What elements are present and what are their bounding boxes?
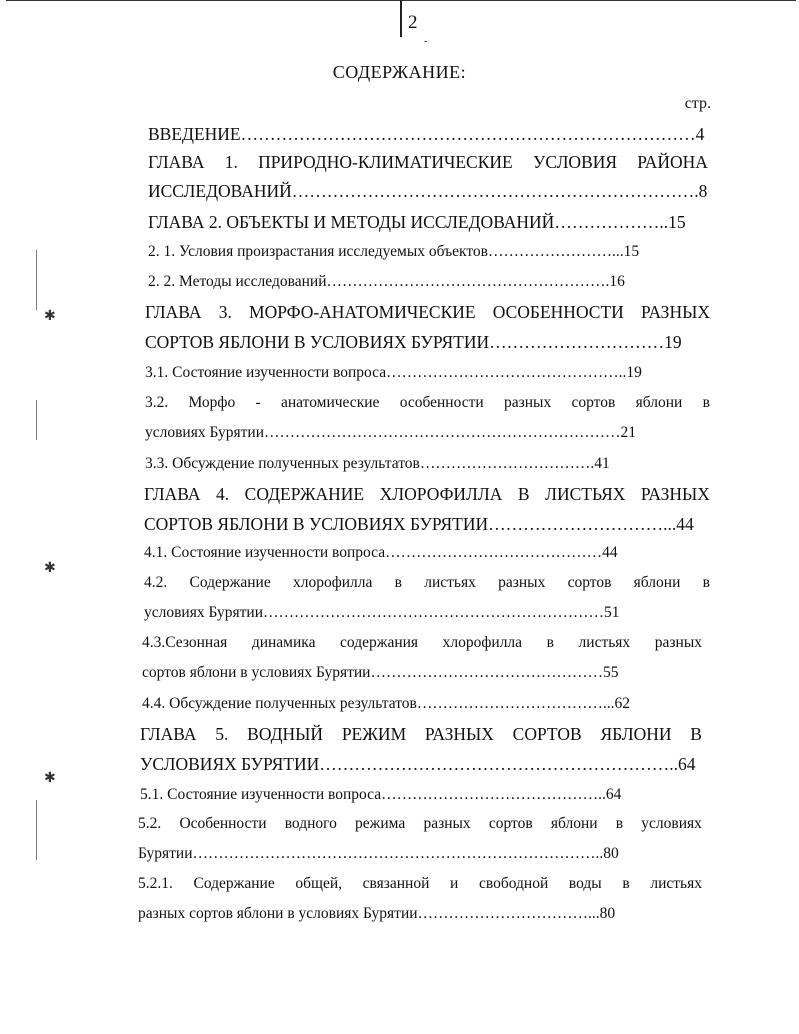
toc-word: Морфо [188,394,236,411]
toc-word: 3. [218,302,232,322]
toc-word: 4.2. [144,574,168,591]
toc-word: общей, [295,875,342,892]
page-number-mark: - [424,36,428,47]
toc-word: разных [654,634,702,651]
toc-word: ЛИСТЬЯХ [545,484,626,504]
toc-entry-line2: сортов яблони в условиях Бурятии………………………………………55 [142,664,619,681]
toc-word: 5. [215,724,229,744]
toc-entry-line2: УСЛОВИЯХ БУРЯТИИ……………………………………………………..64 [140,754,696,774]
toc-entry: 2. 1. Условия произрастания исследуемых объектов……………………...15 [148,243,640,260]
page-column-label: стр. [684,95,711,112]
toc-word: Содержание [193,875,275,892]
toc-word: условиях [641,815,702,832]
toc-entry: 4.1. Состояние изученности вопроса……………………………………44 [144,544,618,561]
toc-word: листьях [650,875,702,892]
toc-word: - [255,394,261,411]
toc-entry: 3.1. Состояние изученности вопроса………………………………………..19 [145,364,642,381]
toc-word: РАЗНЫХ [424,724,494,744]
margin-asterisk: ✱ [44,771,56,786]
toc-word: яблони [633,574,681,591]
toc-word: СОДЕРЖАНИЕ [244,484,365,504]
toc-word: В [690,724,702,744]
toc-word: в [546,634,554,651]
toc-word: ГЛАВА [148,152,205,172]
toc-word: 5.2.1. [138,875,173,892]
toc-word: в [615,815,624,832]
toc-word: В [517,484,530,504]
toc-word: в [702,574,710,591]
toc-word: ЯБЛОНИ [600,724,672,744]
margin-asterisk: ✱ [44,309,56,324]
toc-word: сортов [488,815,533,832]
toc-word: особенности [399,394,484,411]
toc-entry-line1 [148,152,708,173]
toc-word: в [702,394,710,411]
toc-entry-line1 [144,574,710,592]
toc-word: сортов [571,394,616,411]
toc-word: свободной [478,875,549,892]
toc-word: разных [498,574,546,591]
toc-entry-line1 [138,875,702,893]
toc-word: хлорофилла [442,634,523,651]
toc-word: связанной [362,875,430,892]
toc-word: Особенности [179,815,267,832]
toc-word: СОРТОВ [512,724,582,744]
toc-entry-line2: условиях Бурятии…………………………………………………………51 [144,604,620,621]
toc-entry-line2: СОРТОВ ЯБЛОНИ В УСЛОВИЯХ БУРЯТИИ…………………………19 [145,332,682,352]
toc-entry-line1 [145,302,710,323]
margin-asterisk: ✱ [44,561,56,576]
toc-word: листьях [578,634,631,651]
toc-word: ГЛАВА [140,724,197,744]
toc-entry: ВВЕДЕНИЕ……………………………………………………………………4 [148,124,705,144]
toc-word: ХЛОРОФИЛЛА [379,484,503,504]
toc-word: сортов [567,574,612,591]
toc-word: водного [284,815,337,832]
toc-word: ОСОБЕННОСТИ [492,302,624,322]
toc-word: анатомические [280,394,380,411]
toc-word: РАЗНЫХ [640,302,710,322]
toc-word: листьях [424,574,476,591]
toc-entry: 3.3. Обсуждение полученных результатов…………………………….41 [145,455,610,472]
toc-word: динамика [251,634,316,651]
toc-word: режима [355,815,406,832]
page-title: СОДЕРЖАНИЕ: [332,62,467,82]
toc-word: содержания [340,634,419,651]
toc-entry: 5.1. Состояние изученности вопроса……………………………………..64 [140,786,622,803]
toc-entry-line1 [140,724,702,745]
toc-entry-line1 [138,815,702,833]
toc-word: в [622,875,630,892]
toc-entry-line1 [144,484,710,505]
toc-word: ВОДНЫЙ [247,724,324,744]
toc-entry-line1 [142,634,702,652]
toc-entry-line2: Бурятии……………………………………………………………………..80 [138,845,619,862]
toc-word: ПРИРОДНО-КЛИМАТИЧЕСКИЕ [258,152,513,172]
toc-entry-line2: разных сортов яблони в условиях Бурятии……………………………...80 [138,905,616,922]
toc-word: 1. [224,152,238,172]
toc-word: яблони [550,815,598,832]
toc-entry: ГЛАВА 2. ОБЪЕКТЫ И МЕТОДЫ ИССЛЕДОВАНИЙ………………..15 [148,212,686,232]
toc-word: разных [423,815,471,832]
toc-word: 4. [216,484,230,504]
toc-word: УСЛОВИЯ [532,152,618,172]
toc-entry-line2: условиях Бурятии……………………………………………………………21 [145,424,636,441]
toc-entry: 2. 2. Методы исследований……………………………………………….16 [148,273,625,290]
toc-entry-line2: СОРТОВ ЯБЛОНИ В УСЛОВИЯХ БУРЯТИИ…………………………...44 [144,514,694,534]
toc-word: яблони [635,394,683,411]
toc-word: 5.2. [138,815,162,832]
toc-word: ГЛАВА [144,484,201,504]
toc-entry-line1 [145,394,710,412]
toc-word: разных [503,394,552,411]
toc-word: хлорофилла [292,574,373,591]
toc-word: воды [568,875,602,892]
toc-word: 3.2. [145,394,169,411]
toc-word: 4.3.Сезонная [142,634,228,651]
toc-entry: 4.4. Обсуждение полученных результатов………………………………...62 [142,695,630,712]
toc-entry-line2: ИССЛЕДОВАНИЙ…………………………………………………………….8 [148,181,708,201]
page-number: 2 [408,12,418,33]
toc-word: РАЗНЫХ [640,484,710,504]
toc-word: и [450,875,459,892]
toc-word: в [394,574,402,591]
toc-word: РЕЖИМ [341,724,407,744]
toc-word: ГЛАВА [145,302,202,322]
toc-word: Содержание [189,574,271,591]
toc-word: МОРФО-АНАТОМИЧЕСКИЕ [249,302,476,322]
toc-word: РАЙОНА [637,152,708,172]
